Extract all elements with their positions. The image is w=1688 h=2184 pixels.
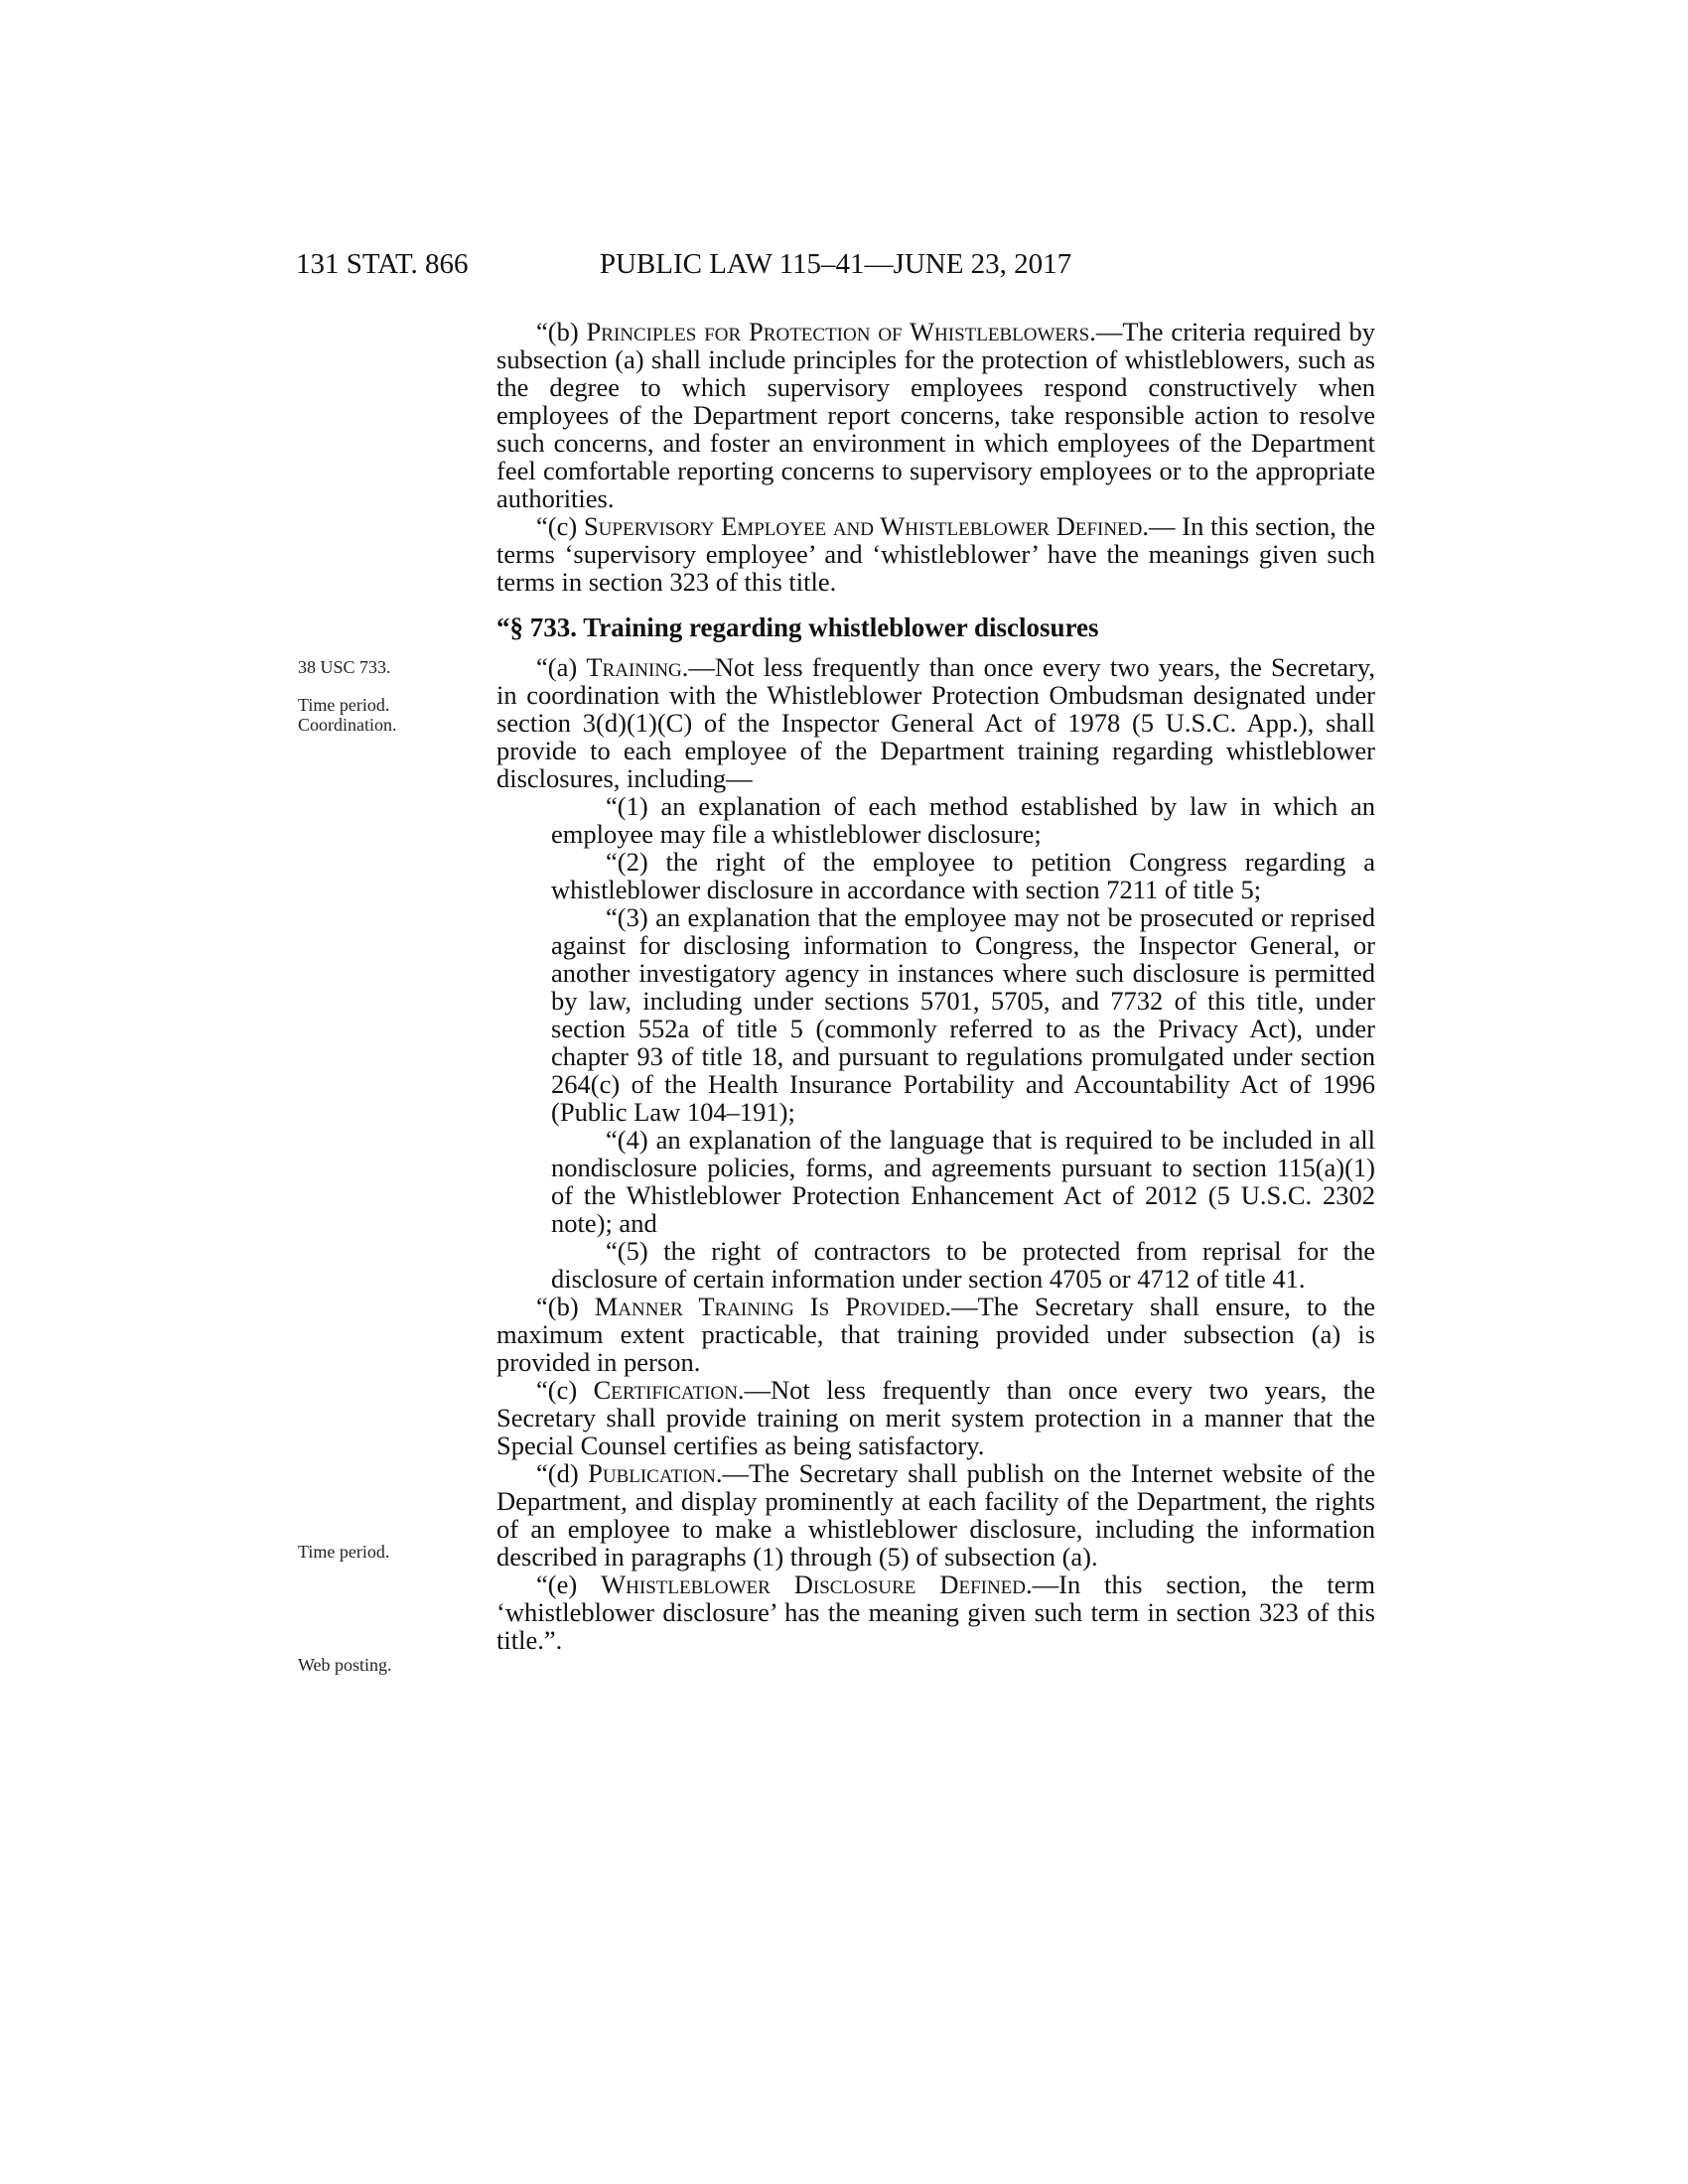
margin-note-web-posting: Web posting. — [298, 1655, 392, 1675]
law-title: PUBLIC LAW 115–41—JUNE 23, 2017 — [599, 248, 1072, 280]
paragraph-1: “(1) an explanation of each method established by law in which an employee may file a whistleblower disclosure; — [551, 791, 1375, 849]
subsection-a-training: “(a) Training.—Not less frequently than once every two years, the Secretary, in coordination with the Whistleblower Protection Ombudsman designated under section 3(d)(1)(C) of the Inspector General Act of 1978 (5 U.S.C. App.), shall provide to each employee of the Department training regarding whistleblower disclosures, including— — [496, 652, 1375, 793]
stat-page-number: 131 STAT. 866 — [296, 248, 469, 280]
page-header — [296, 248, 1375, 288]
section-733-heading: “§ 733. Training regarding whistleblower disclosures — [496, 613, 1099, 642]
paragraph-5: “(5) the right of contractors to be protected from reprisal for the disclosure of certain information under section 4705 or 4712 of title 41. — [551, 1236, 1375, 1294]
subsection-c-definitions: “(c) Supervisory Employee and Whistleblower Defined.— In this section, the terms ‘supervisory employee’ and ‘whistleblower’ have the meanings given such terms in section 323 of this title. — [496, 511, 1375, 597]
subsection-d-publication: “(d) Publication.—The Secretary shall publish on the Internet website of the Department, and display prominently at each facility of the Department, the rights of an employee to make a whistleblower disclosure, including the information described in paragraphs (1) through (5) of subsection (a). — [496, 1458, 1375, 1571]
margin-note-time-period: Time period. — [298, 695, 390, 715]
subsection-b-manner: “(b) Manner Training Is Provided.—The Secretary shall ensure, to the maximum extent practicable, that training provided under subsection (a) is provided in person. — [496, 1292, 1376, 1377]
page-body — [496, 318, 1375, 1654]
margin-note-usc: 38 USC 733. — [298, 657, 391, 677]
subsection-c-certification: “(c) Certification.—Not less frequently than once every two years, the Secretary shall provide training on merit system protection in a manner that the Special Counsel certifies as being satisfactory. — [496, 1375, 1375, 1460]
margin-note-coordination: Coordination. — [298, 715, 397, 735]
paragraph-2: “(2) the right of the employee to petition Congress regarding a whistleblower disclosure in accordance with section 7211 of title 5; — [551, 847, 1375, 904]
subsection-b-principles: “(b) Principles for Protection of Whistleblowers.—The criteria required by subsection (a) shall include principles for the protection of whistleblowers, such as the degree to which supervisory employees respond constructively when employees of the Department report concerns, take responsible action to resolve such concerns, and foster an environment in which employees of the Department feel comfortable reporting concerns to supervisory employees or to the appropriate authorities. — [496, 317, 1375, 513]
paragraph-list — [496, 792, 1375, 1293]
paragraph-4: “(4) an explanation of the language that is required to be included in all nondisclosure policies, forms, and agreements pursuant to section 115(a)(1) of the Whistleblower Protection Enhancement Act of 2012 (5 U.S.C. 2302 note); and — [551, 1125, 1375, 1238]
paragraph-3: “(3) an explanation that the employee may not be prosecuted or reprised against for disclosing information to Congress, the Inspector General, or another investigatory agency in instances where such disclosure is permitted by law, including under sections 5701, 5705, and 7732 of this title, under section 552a of title 5 (commonly referred to as the Privacy Act), under chapter 93 of title 18, and pursuant to regulations promulgated under section 264(c) of the Health Insurance Portability and Accountability Act of 1996 (Public Law 104–191); — [551, 902, 1375, 1127]
margin-note-time-period-2: Time period. — [298, 1542, 390, 1562]
subsection-e-definition: “(e) Whistleblower Disclosure Defined.—In this section, the term ‘whistleblower disclosure’ has the meaning given such term in section 323 of this title.”. — [496, 1570, 1375, 1655]
